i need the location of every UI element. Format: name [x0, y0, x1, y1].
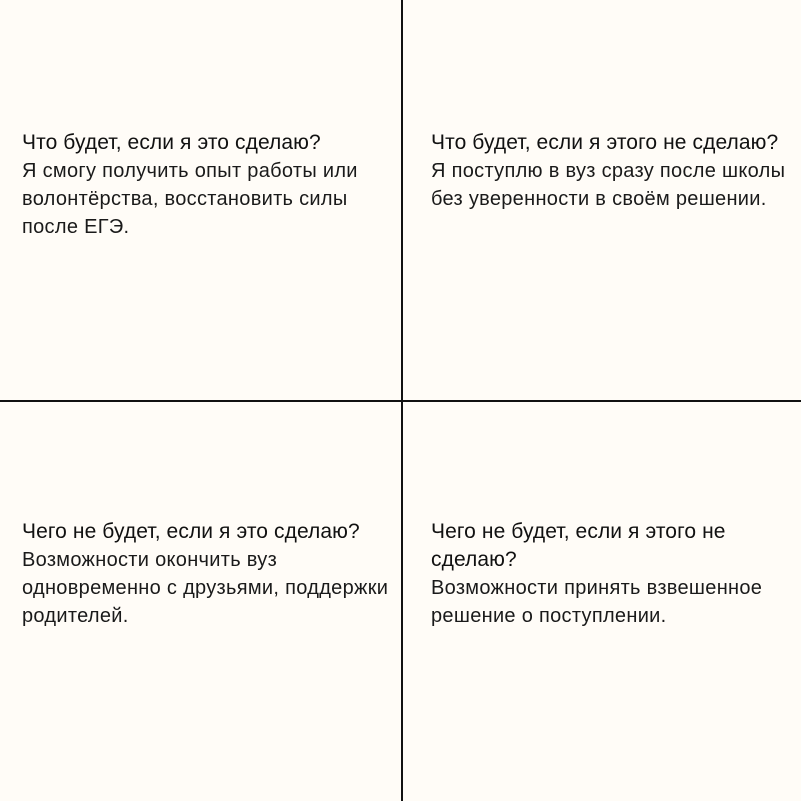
quadrant-bottom-left: [22, 518, 392, 630]
quadrant-answer: Возможности окончить вуз одновременно с друзьями, поддержки родителей.: [22, 549, 389, 627]
quadrant-question: Что будет, если я это сделаю?: [22, 131, 321, 154]
quadrant-answer: Я поступлю в вуз сразу после школы без уверенности в своём решении.: [431, 160, 786, 210]
quadrant-question: Чего не будет, если я этого не сделаю?: [431, 520, 726, 571]
quadrant-question: Чего не будет, если я это сделаю?: [22, 520, 360, 543]
quadrant-question: Что будет, если я этого не сделаю?: [431, 131, 779, 154]
quadrant-answer: Я смогу получить опыт работы или волонтёрства, восстановить силы после ЕГЭ.: [22, 160, 358, 238]
quadrant-bottom-right: [431, 518, 801, 630]
quadrant-top-right: [431, 129, 801, 213]
horizontal-divider: [0, 400, 801, 402]
quadrant-top-left: [22, 129, 392, 241]
quadrant-answer: Возможности принять взвешенное решение о поступлении.: [431, 577, 763, 627]
